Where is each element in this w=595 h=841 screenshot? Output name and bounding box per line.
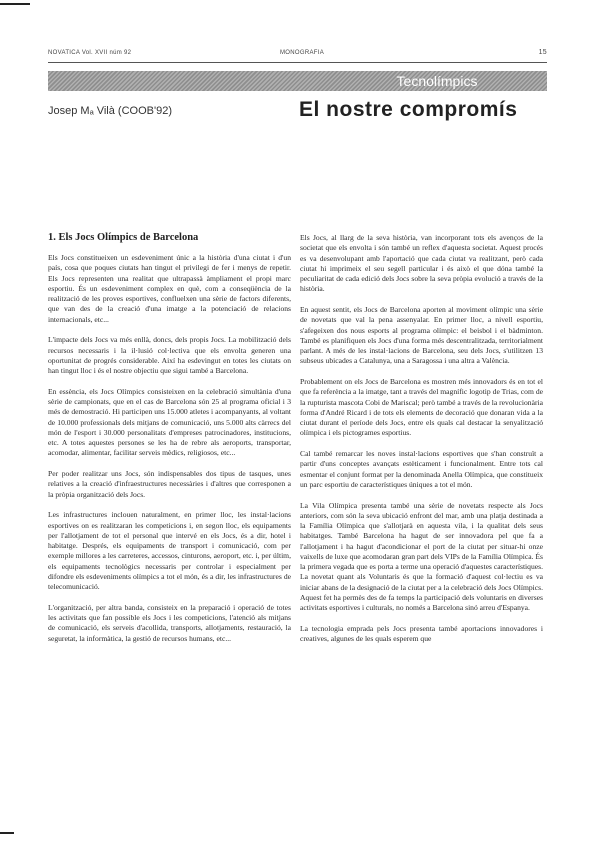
section-name: MONOGRAFIA [280,50,325,56]
article-title: El nostre compromís [299,98,518,121]
paragraph: En aquest sentit, els Jocs de Barcelona aporten al moviment olímpic una sèrie de novetats que val la pena assenyalar. En primer lloc, a nivell esportiu, s'afegeixen dos nous esports al programa olímpic: el beisbol i el bàdminton. També es planifiquen els Jocs d'una forma més descentralitzada, territorialment parlant. A més de les instal·lacions de Barcelona, seu dels Jocs, s'utilitzen 13 subseus ubicades a Catalunya, una a Saragossa i una altra a València. [300,305,543,366]
header-rule [48,62,547,63]
paragraph: Els Jocs, al llarg de la seva història, van incorporant tots els avenços de la societat que els envolta i són també un reflex d'aquesta societat. Aquest procés es va desenvolupant amb l'aportació que cada ciutat va realitzant, però cada ciutat hi imprimeix el seu segell particular i és això el que dóna també la peculiaritat de cada edició dels Jocs sobre la seva pròpia evolució a través de la història. [300,233,543,294]
scan-mark-top-left [0,3,30,5]
paragraph: La Vila Olímpica presenta també una sèrie de novetats respecte als Jocs anteriors, com són la seva ubicació enfront del mar, amb una platja destinada a la Família Olímpica que s'allotjarà en aquesta vila, i la qualitat dels seus habitatges. També Barcelona ha hagut de ser innovadora pel que fa a l'allotjament i ha hagut d'acondicionar el port de la ciutat per situar-hi onze vaixells de luxe que acomodaran gran part dels VIPs de la Família Olímpica. És la primera vegada que es porta a terme una operació d'aquestes característiques. La novetat quant als Voluntaris és que la formació d'aquest col·lectiu es va iniciar abans de la designació de la ciutat per a la celebració dels Jocs Olímpics. Aquest fet ha permès des de fa temps la participació dels voluntaris en diverses activitats esportives i culturals, no només a Barcelona sinó arreu d'Espanya. [300,500,543,612]
right-column [300,233,543,655]
paragraph: Les infrastructures inclouen naturalment, en primer lloc, les instal·lacions esportives on es realitzaran les competicions i, en segon lloc, els equipaments per l'allotjament de tot el personal que intervé en els Jocs, és a dir, hotel i habitatge. Després, els equipaments de transport i comunicació, com per exemple millores a les carreteres, accessos, cinturons, aeroport, etc. i, per últim, els equipaments tecnològics necessaris per controlar i especialment per difondre els esdeveniments olímpics a tot el món, és a dir, les infrastructures de telecomunicació. [48,510,291,591]
section-heading: 1. Els Jocs Olímpics de Barcelona [48,232,199,243]
paragraph: En essència, els Jocs Olímpics consisteixen en la celebració simultània d'una sèrie de campionats, que en el cas de Barcelona són 25 al programa oficial i 3 més de demostració. Hi participen uns 15.000 atletes i acompanyants, al voltant de 10.000 professionals dels mitjans de comunicació, uns 5.000 alts càrrecs del món de l'esport i 30.000 personalitats d'empreses patrocinadores, institucions, etc. A totes aquestes persones se les ha de rebre als aeroports, transportar, acomodar, alimentar, facilitar serveis mèdics, religiosos, etc... [48,386,291,458]
paragraph: Els Jocs constitueixen un esdeveniment únic a la història d'una ciutat i d'un país, cosa que poques ciutats han tingut el privilegi de fer i menys de repetir. Els Jocs representen una realitat que ultrapassà àmpliament el propi marc esportiu. És un esdeveniment complex en què, com a conseqüència de la realització de les proves esportives, confluelxen una sèrie de factors diferents, que van des de la creació d'una imatge a la potenciació de relacions internacionals, etc... [48,253,291,324]
left-column [48,232,291,654]
paragraph: La tecnologia emprada pels Jocs presenta també aportacions innovadores i creatives, algunes de les quals esperem que [300,623,543,643]
paragraph: Per poder realitzar uns Jocs, són indispensables dos tipus de tasques, unes relatives a la creació d'infraestructures necessàries i d'altres que corresponen a la pròpia organització dels Jocs. [48,469,291,499]
banner-label: Tecnolímpics [396,73,478,89]
paragraph: Probablement on els Jocs de Barcelona es mostren més innovadors és en tot el que fa referència a la imatge, tant a través del magnífic logotip de Trias, com de la rupturista mascota Cobi de Mariscal; però també a través de la revolucionària forma d'André Ricard i de tots els elements de decoració que donaran vida a la ciutat durant el període dels Jocs, entre els quals cal destacar la senyalització olímpica i els pictogrames esportius. [300,377,543,438]
paragraph: Cal també remarcar les noves instal·lacions esportives que s'han construït a partir d'uns conceptes avançats estèticament i funcionalment. Entre tots cal esmentar el conjunt format per la denominada Anella Olímpica, que constitueix un parc esportiu de característiques úniques a tot el món. [300,449,543,489]
paragraph: L'impacte dels Jocs va més enllà, doncs, dels propis Jocs. La mobilització dels recursos necessaris i la il·lusió col·lectiva que els envolta generen una oportunitat de progrés considerable. Així ha esdevingut en totes les ciutats on han tingut lloc i és el nostre objectiu que sigui també a Barcelona. [48,335,291,375]
paragraph: L'organització, per altra banda, consisteix en la preparació i operació de totes les activitats que fan possible els Jocs i les competicions, l'atenció als mitjans de comunicació, els serveis d'acollida, transports, allotjaments, restauració, la seguretat, la informàtica, la gestió de recursos humans, etc... [48,602,291,643]
scan-mark-bottom-left [0,832,14,834]
journal-name: NOVATICA Vol. XVII núm 92 [48,50,132,56]
page-header [48,50,547,60]
article-author: Josep Mₐ Vilà (COOB'92) [48,105,172,117]
section-banner [48,71,547,91]
page-number: 15 [538,49,547,56]
